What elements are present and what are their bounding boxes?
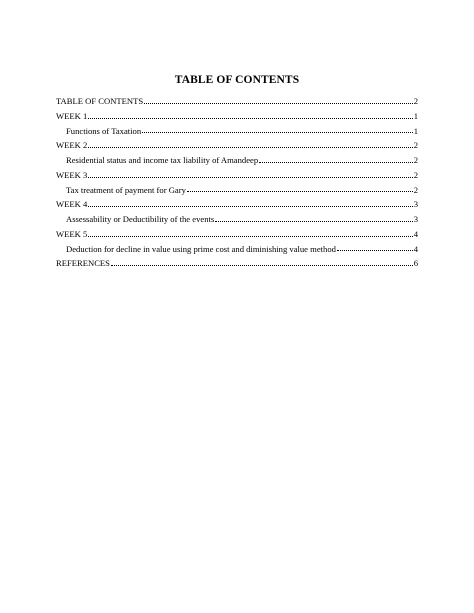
toc-page-number: 3 [413,214,418,225]
toc-page-number: 2 [413,155,418,166]
toc-entry-week-3[interactable] [56,166,418,181]
toc-entry-week-4[interactable] [56,195,418,210]
toc-entry-deduction-decline[interactable] [56,240,418,255]
toc-entry-label: REFERENCES [56,258,110,269]
toc-entry-label: WEEK 5 [56,228,88,239]
toc-entry-functions-of-taxation[interactable] [56,122,418,137]
toc-dot-leader [111,264,413,266]
toc-page-number: 2 [413,140,418,151]
toc-list [56,92,418,269]
toc-entry-label: Tax treatment of payment for Gary [66,184,186,195]
toc-dot-leader [88,176,412,178]
toc-entry-label: WEEK 1 [56,110,88,121]
toc-dot-leader [337,249,413,251]
toc-entry-label: WEEK 3 [56,169,88,180]
toc-dot-leader [144,102,413,104]
toc-page-number: 1 [413,110,418,121]
toc-dot-leader [259,161,413,163]
toc-dot-leader [88,117,412,119]
toc-entry-label: WEEK 2 [56,140,88,151]
toc-page-number: 2 [413,169,418,180]
toc-page-number: 3 [413,199,418,210]
toc-dot-leader [88,205,412,207]
toc-page-number: 1 [413,125,418,136]
toc-page-number: 2 [413,96,418,107]
toc-entry-label: Functions of Taxation [66,125,142,136]
toc-page-number: 2 [413,184,418,195]
toc-entry-residential-status[interactable] [56,151,418,166]
toc-entry-table-of-contents[interactable] [56,92,418,107]
toc-page-number: 4 [413,228,418,239]
toc-dot-leader [215,220,412,222]
toc-entry-label: Deduction for decline in value using prime cost and diminishing value method [66,243,336,254]
toc-dot-leader [142,131,413,133]
toc-entry-week-1[interactable] [56,107,418,122]
toc-entry-tax-treatment-gary[interactable] [56,181,418,196]
toc-entry-references[interactable] [56,254,418,269]
toc-entry-assessability[interactable] [56,210,418,225]
toc-title: TABLE OF CONTENTS [174,74,300,86]
toc-dot-leader [88,146,412,148]
toc-entry-label: TABLE OF CONTENTS [56,96,144,107]
toc-dot-leader [88,235,412,237]
toc-entry-label: Assessability or Deductibility of the events [66,214,215,225]
toc-entry-week-5[interactable] [56,225,418,240]
toc-entry-label: Residential status and income tax liability of Amandeep [66,155,259,166]
toc-entry-label: WEEK 4 [56,199,88,210]
toc-entry-week-2[interactable] [56,136,418,151]
toc-dot-leader [187,190,413,192]
toc-page-number: 4 [413,243,418,254]
toc-page-number: 6 [413,258,418,269]
